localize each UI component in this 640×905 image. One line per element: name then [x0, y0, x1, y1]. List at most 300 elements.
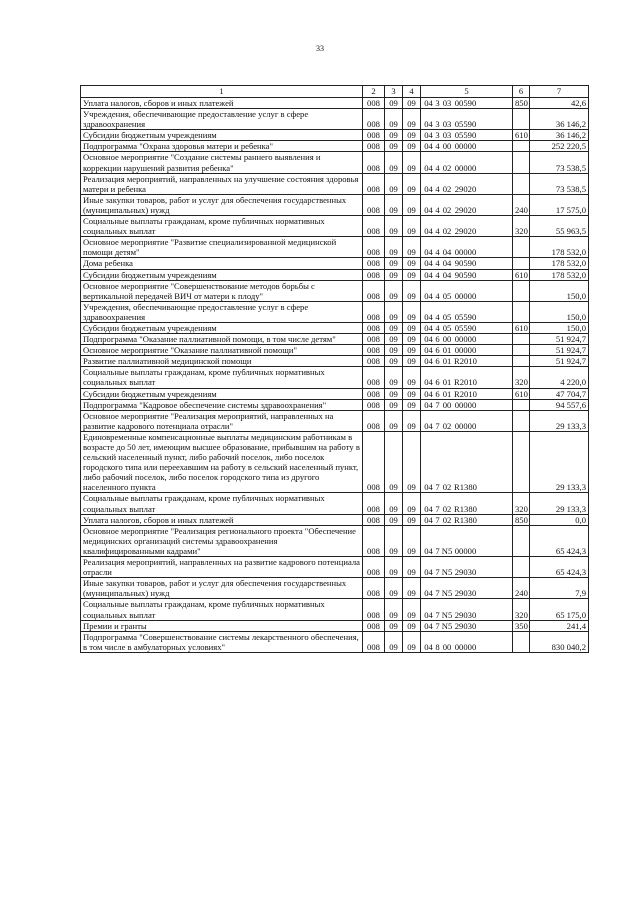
target-article-code [421, 631, 513, 652]
target-article-part: 05 [442, 322, 452, 333]
section-code: 09 [385, 631, 403, 652]
dept-code: 008 [363, 269, 385, 280]
target-article-part: 01 [442, 388, 452, 399]
subsection-code: 09 [403, 367, 421, 388]
target-article-part: 7 [435, 420, 440, 431]
target-article-part: 04 [424, 162, 433, 173]
row-name: Социальные выплаты гражданам, кроме публичных нормативных социальных выплат [81, 493, 363, 514]
target-article-code [421, 525, 513, 556]
target-article-part: 4 [435, 247, 440, 258]
expense-type-code: 610 [513, 388, 530, 399]
dept-code: 008 [363, 388, 385, 399]
table-row [81, 356, 589, 367]
header-row [81, 86, 589, 98]
target-article-part: 6 [435, 388, 440, 399]
expense-type-code [513, 525, 530, 556]
amount: 4 220,0 [530, 367, 589, 388]
section-code: 09 [385, 301, 403, 322]
amount: 29 133,3 [530, 410, 589, 431]
section-code: 09 [385, 237, 403, 258]
amount: 36 146,2 [530, 109, 589, 130]
header-cell: 6 [513, 86, 530, 98]
target-article-code [421, 173, 513, 194]
target-article-code [421, 130, 513, 141]
target-article-part: 02 [442, 183, 452, 194]
amount: 42,6 [530, 98, 589, 109]
page-number: 33 [316, 44, 324, 53]
table-row [81, 631, 589, 652]
target-article-code [421, 578, 513, 599]
target-article-part: R1380 [454, 503, 477, 514]
table-row [81, 367, 589, 388]
expense-type-code: 610 [513, 130, 530, 141]
subsection-code: 09 [403, 431, 421, 493]
expense-type-code [513, 141, 530, 152]
dept-code: 008 [363, 301, 385, 322]
target-article-part: 02 [442, 482, 452, 493]
target-article-part: 3 [435, 98, 440, 108]
section-code: 09 [385, 578, 403, 599]
target-article-part: 02 [442, 514, 452, 525]
target-article-part: N5 [441, 588, 453, 599]
target-article-part: 04 [424, 641, 433, 652]
table-row [81, 345, 589, 356]
target-article-part: 4 [435, 162, 440, 173]
target-article-part: 7 [435, 567, 440, 578]
dept-code: 008 [363, 141, 385, 152]
target-article-part: N5 [441, 545, 453, 556]
expense-type-code [513, 356, 530, 367]
table-row [81, 620, 589, 631]
target-article-code [421, 388, 513, 399]
amount: 17 575,0 [530, 194, 589, 215]
table-row [81, 399, 589, 410]
target-article-part: 04 [424, 269, 433, 280]
target-article-part: N5 [441, 567, 453, 578]
subsection-code: 09 [403, 301, 421, 322]
target-article-part: 03 [442, 98, 452, 108]
section-code: 09 [385, 345, 403, 356]
expense-type-code: 240 [513, 578, 530, 599]
target-article-part: 7 [435, 620, 440, 631]
target-article-code [421, 194, 513, 215]
target-article-part: 02 [442, 420, 452, 431]
row-name: Уплата налогов, сборов и иных платежей [81, 514, 363, 525]
target-article-part: 29030 [454, 620, 477, 631]
target-article-part: 03 [442, 119, 452, 130]
table-row [81, 322, 589, 333]
dept-code: 008 [363, 280, 385, 301]
expense-type-code [513, 301, 530, 322]
target-article-part: 29020 [454, 226, 477, 237]
section-code: 09 [385, 599, 403, 620]
target-article-part: R1380 [454, 482, 477, 493]
target-article-part: 00000 [454, 641, 477, 652]
target-article-part: 00000 [454, 141, 477, 152]
target-article-part: 04 [424, 399, 433, 410]
amount: 51 924,7 [530, 345, 589, 356]
expense-type-code: 320 [513, 493, 530, 514]
expense-type-code [513, 431, 530, 493]
subsection-code: 09 [403, 399, 421, 410]
row-name: Подпрограмма "Оказание паллиативной помощи, в том числе детям" [81, 334, 363, 345]
table-row [81, 216, 589, 237]
target-article-part: 4 [435, 258, 440, 269]
table-row [81, 599, 589, 620]
row-name: Основное мероприятие "Реализация регионального проекта "Обеспечение медицинских организаций системы здравоохранения квалифицированными кадрами" [81, 525, 363, 556]
amount: 94 557,6 [530, 399, 589, 410]
subsection-code: 09 [403, 334, 421, 345]
subsection-code: 09 [403, 130, 421, 141]
subsection-code: 09 [403, 280, 421, 301]
section-code: 09 [385, 410, 403, 431]
target-article-code [421, 334, 513, 345]
row-name: Основное мероприятие "Создание системы раннего выявления и коррекции нарушений развития ребенка" [81, 152, 363, 173]
section-code: 09 [385, 356, 403, 367]
header-cell: 1 [81, 86, 363, 98]
target-article-part: 8 [435, 641, 440, 652]
target-article-code [421, 237, 513, 258]
target-article-part: 04 [424, 609, 433, 620]
target-article-part: 00 [442, 334, 452, 345]
target-article-code [421, 599, 513, 620]
target-article-part: 04 [424, 334, 433, 345]
subsection-code: 09 [403, 493, 421, 514]
dept-code: 008 [363, 410, 385, 431]
subsection-code: 09 [403, 269, 421, 280]
subsection-code: 09 [403, 216, 421, 237]
row-name: Социальные выплаты гражданам, кроме публичных нормативных социальных выплат [81, 599, 363, 620]
amount: 36 146,2 [530, 130, 589, 141]
subsection-code: 09 [403, 599, 421, 620]
table-row [81, 194, 589, 215]
dept-code: 008 [363, 109, 385, 130]
row-name: Развитие паллиативной медицинской помощи [81, 356, 363, 367]
section-code: 09 [385, 367, 403, 388]
amount: 65 424,3 [530, 525, 589, 556]
target-article-part: 4 [435, 269, 440, 280]
target-article-part: 04 [424, 345, 433, 356]
target-article-part: 00 [442, 141, 452, 152]
dept-code: 008 [363, 431, 385, 493]
row-name: Уплата налогов, сборов и иных платежей [81, 98, 363, 109]
target-article-part: N5 [441, 609, 453, 620]
table-row [81, 152, 589, 173]
expense-type-code: 240 [513, 194, 530, 215]
table-row [81, 578, 589, 599]
amount: 150,0 [530, 322, 589, 333]
target-article-part: 04 [424, 388, 433, 399]
dept-code: 008 [363, 334, 385, 345]
target-article-part: 04 [424, 290, 433, 301]
target-article-code [421, 514, 513, 525]
target-article-part: 29020 [454, 204, 477, 215]
amount: 47 704,7 [530, 388, 589, 399]
target-article-part: 04 [424, 130, 433, 141]
section-code: 09 [385, 388, 403, 399]
amount: 55 963,5 [530, 216, 589, 237]
expense-type-code [513, 410, 530, 431]
amount: 29 133,3 [530, 431, 589, 493]
target-article-part: 03 [442, 130, 452, 141]
expense-type-code [513, 237, 530, 258]
dept-code: 008 [363, 173, 385, 194]
subsection-code: 09 [403, 258, 421, 269]
target-article-code [421, 280, 513, 301]
amount: 73 538,5 [530, 152, 589, 173]
subsection-code: 09 [403, 98, 421, 109]
target-article-part: 4 [435, 311, 440, 322]
target-article-part: 04 [424, 482, 433, 493]
expense-type-code: 610 [513, 322, 530, 333]
dept-code: 008 [363, 578, 385, 599]
table-row [81, 301, 589, 322]
target-article-part: 02 [442, 204, 452, 215]
target-article-part: 04 [424, 311, 433, 322]
target-article-part: 04 [442, 258, 452, 269]
table-row [81, 334, 589, 345]
subsection-code: 09 [403, 410, 421, 431]
target-article-code [421, 322, 513, 333]
target-article-part: 00000 [454, 334, 477, 345]
target-article-part: 29020 [454, 183, 477, 194]
target-article-part: 7 [435, 588, 440, 599]
section-code: 09 [385, 152, 403, 173]
amount: 73 538,5 [530, 173, 589, 194]
amount: 178 532,0 [530, 237, 589, 258]
row-name: Социальные выплаты гражданам, кроме публичных нормативных социальных выплат [81, 367, 363, 388]
row-name: Основное мероприятие "Оказание паллиативной помощи" [81, 345, 363, 356]
expense-type-code [513, 173, 530, 194]
target-article-code [421, 410, 513, 431]
row-name: Единовременные компенсационные выплаты медицинским работникам в возрасте до 50 лет, имеющим высшее образование, прибывшим на работу в сельский населенный пункт, либо рабочий поселок, либо поселок городского типа или переехавшим на работу в сельский населенный пункт, либо рабочий поселок, либо поселок городского типа из другого населенного пункта [81, 431, 363, 493]
section-code: 09 [385, 493, 403, 514]
section-code: 09 [385, 322, 403, 333]
target-article-part: 05590 [454, 119, 477, 130]
section-code: 09 [385, 431, 403, 493]
row-name: Подпрограмма "Кадровое обеспечение системы здравоохранения" [81, 399, 363, 410]
row-name: Учреждения, обеспечивающие предоставление услуг в сфере здравоохранения [81, 109, 363, 130]
subsection-code: 09 [403, 514, 421, 525]
header-cell: 2 [363, 86, 385, 98]
expense-type-code: 320 [513, 599, 530, 620]
target-article-part: 04 [424, 183, 433, 194]
dept-code: 008 [363, 514, 385, 525]
target-article-part: 00000 [454, 545, 477, 556]
row-name: Подпрограмма "Охрана здоровья матери и ребенка" [81, 141, 363, 152]
amount: 150,0 [530, 280, 589, 301]
target-article-part: 00000 [454, 162, 477, 173]
section-code: 09 [385, 620, 403, 631]
header-cell: 7 [530, 86, 589, 98]
section-code: 09 [385, 280, 403, 301]
target-article-part: 05 [442, 290, 452, 301]
dept-code: 008 [363, 620, 385, 631]
row-name: Премии и гранты [81, 620, 363, 631]
section-code: 09 [385, 141, 403, 152]
target-article-part: 4 [435, 226, 440, 237]
target-article-part: 02 [442, 226, 452, 237]
subsection-code: 09 [403, 631, 421, 652]
section-code: 09 [385, 216, 403, 237]
target-article-part: R2010 [454, 377, 477, 388]
amount: 178 532,0 [530, 258, 589, 269]
expense-type-code [513, 152, 530, 173]
dept-code: 008 [363, 237, 385, 258]
row-name: Субсидии бюджетным учреждениям [81, 388, 363, 399]
row-name: Социальные выплаты гражданам, кроме публичных нормативных социальных выплат [81, 216, 363, 237]
amount: 51 924,7 [530, 334, 589, 345]
target-article-part: 90590 [454, 269, 477, 280]
amount: 178 532,0 [530, 269, 589, 280]
target-article-part: 7 [435, 514, 440, 525]
target-article-part: 04 [424, 356, 433, 367]
dept-code: 008 [363, 194, 385, 215]
dept-code: 008 [363, 216, 385, 237]
section-code: 09 [385, 525, 403, 556]
target-article-part: 04 [424, 322, 433, 333]
target-article-part: 04 [424, 620, 433, 631]
target-article-part: 7 [435, 503, 440, 514]
subsection-code: 09 [403, 109, 421, 130]
expense-type-code [513, 334, 530, 345]
dept-code: 008 [363, 631, 385, 652]
subsection-code: 09 [403, 620, 421, 631]
expense-type-code [513, 280, 530, 301]
amount: 252 220,5 [530, 141, 589, 152]
target-article-part: 04 [424, 420, 433, 431]
target-article-part: 02 [442, 503, 452, 514]
target-article-code [421, 493, 513, 514]
expense-type-code [513, 258, 530, 269]
subsection-code: 09 [403, 388, 421, 399]
target-article-part: 6 [435, 334, 440, 345]
row-name: Иные закупки товаров, работ и услуг для обеспечения государственных (муниципальных) нужд [81, 578, 363, 599]
dept-code: 008 [363, 322, 385, 333]
target-article-code [421, 367, 513, 388]
table-row [81, 525, 589, 556]
row-name: Учреждения, обеспечивающие предоставление услуг в сфере здравоохранения [81, 301, 363, 322]
row-name: Иные закупки товаров, работ и услуг для обеспечения государственных (муниципальных) нужд [81, 194, 363, 215]
target-article-part: 01 [442, 356, 452, 367]
section-code: 09 [385, 98, 403, 109]
row-name: Субсидии бюджетным учреждениям [81, 130, 363, 141]
subsection-code: 09 [403, 322, 421, 333]
table-row [81, 280, 589, 301]
target-article-part: 04 [424, 141, 433, 152]
table-row [81, 514, 589, 525]
target-article-part: 00000 [454, 290, 477, 301]
target-article-part: 04 [424, 258, 433, 269]
amount: 65 175,0 [530, 599, 589, 620]
amount: 7,9 [530, 578, 589, 599]
dept-code: 008 [363, 399, 385, 410]
target-article-code [421, 431, 513, 493]
target-article-part: R1380 [454, 514, 477, 525]
target-article-part: 05 [442, 311, 452, 322]
expense-type-code [513, 631, 530, 652]
table-row [81, 130, 589, 141]
target-article-part: 4 [435, 183, 440, 194]
subsection-code: 09 [403, 237, 421, 258]
target-article-part: 04 [424, 247, 433, 258]
table-row [81, 410, 589, 431]
expense-type-code [513, 345, 530, 356]
target-article-part: 04 [424, 119, 433, 130]
target-article-part: 00000 [454, 399, 477, 410]
target-article-part: 00590 [454, 98, 477, 108]
dept-code: 008 [363, 525, 385, 556]
dept-code: 008 [363, 98, 385, 109]
target-article-part: 29030 [454, 588, 477, 599]
subsection-code: 09 [403, 194, 421, 215]
subsection-code: 09 [403, 578, 421, 599]
expense-type-code: 850 [513, 98, 530, 109]
header-cell: 3 [385, 86, 403, 98]
target-article-part: 7 [435, 545, 440, 556]
amount: 0,0 [530, 514, 589, 525]
budget-table [80, 85, 589, 653]
amount: 241,4 [530, 620, 589, 631]
row-name: Реализация мероприятий, направленных на развитие кадрового потенциала отрасли [81, 557, 363, 578]
target-article-code [421, 98, 513, 109]
table-row [81, 98, 589, 109]
section-code: 09 [385, 109, 403, 130]
target-article-code [421, 620, 513, 631]
subsection-code: 09 [403, 345, 421, 356]
target-article-part: R2010 [454, 356, 477, 367]
target-article-part: 00000 [454, 420, 477, 431]
row-name: Субсидии бюджетным учреждениям [81, 322, 363, 333]
expense-type-code [513, 557, 530, 578]
table-row [81, 237, 589, 258]
target-article-part: 04 [442, 269, 452, 280]
section-code: 09 [385, 130, 403, 141]
target-article-part: 00000 [454, 247, 477, 258]
expense-type-code [513, 399, 530, 410]
section-code: 09 [385, 557, 403, 578]
dept-code: 008 [363, 258, 385, 269]
target-article-code [421, 356, 513, 367]
target-article-part: 04 [424, 204, 433, 215]
target-article-code [421, 301, 513, 322]
row-name: Основное мероприятие "Совершенствование методов борьбы с вертикальной передачей ВИЧ от матери к плоду" [81, 280, 363, 301]
target-article-part: 04 [424, 514, 433, 525]
target-article-part: 90590 [454, 258, 477, 269]
target-article-part: 04 [424, 377, 433, 388]
target-article-part: 04 [442, 247, 452, 258]
dept-code: 008 [363, 599, 385, 620]
target-article-part: 04 [424, 545, 433, 556]
target-article-code [421, 152, 513, 173]
target-article-part: 05590 [454, 130, 477, 141]
expense-type-code: 850 [513, 514, 530, 525]
subsection-code: 09 [403, 356, 421, 367]
target-article-code [421, 345, 513, 356]
target-article-part: 3 [435, 130, 440, 141]
row-name: Субсидии бюджетным учреждениям [81, 269, 363, 280]
subsection-code: 09 [403, 152, 421, 173]
expense-type-code: 350 [513, 620, 530, 631]
target-article-part: 6 [435, 356, 440, 367]
target-article-part: 04 [424, 226, 433, 237]
target-article-part: 02 [442, 162, 452, 173]
subsection-code: 09 [403, 525, 421, 556]
amount: 65 424,3 [530, 557, 589, 578]
section-code: 09 [385, 269, 403, 280]
section-code: 09 [385, 194, 403, 215]
table-row [81, 109, 589, 130]
